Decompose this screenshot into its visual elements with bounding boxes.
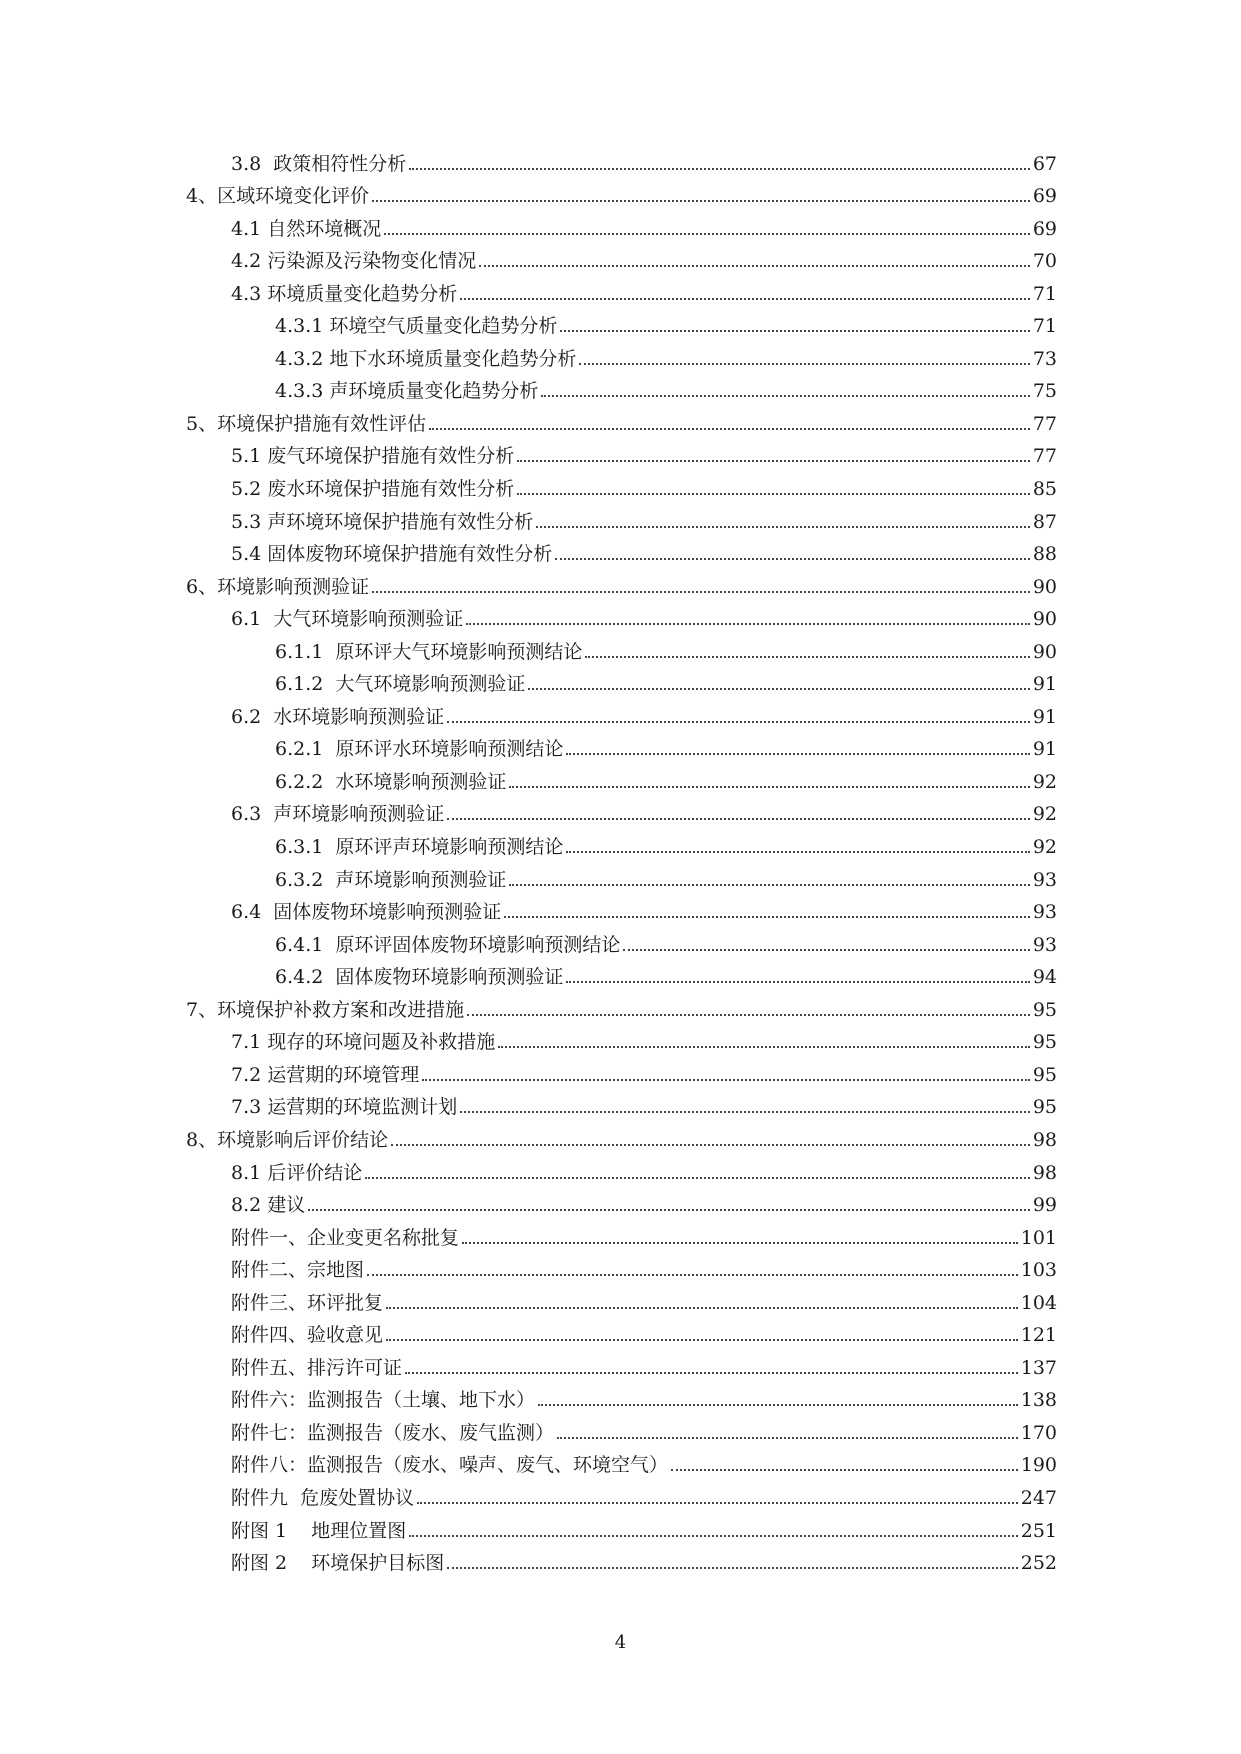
toc-dot-leader (367, 1274, 1018, 1276)
toc-entry[interactable] (0, 1318, 1241, 1351)
toc-entry-title: 8.2 建议 (231, 1194, 306, 1217)
toc-entry-title: 6.3.2 声环境影响预测验证 (275, 868, 507, 891)
toc-entry-page: 92 (1032, 770, 1057, 793)
toc-dot-leader (557, 1437, 1018, 1439)
toc-entry-page: 92 (1032, 836, 1057, 859)
toc-entry-page: 252 (1020, 1552, 1057, 1575)
toc-entry[interactable] (0, 537, 1241, 570)
toc-dot-leader (460, 298, 1030, 300)
toc-dot-leader (623, 949, 1029, 951)
toc-dot-leader (409, 1535, 1017, 1537)
toc-entry[interactable] (0, 1480, 1241, 1513)
toc-entry-page: 87 (1032, 510, 1057, 533)
toc-entry-title: 6.1.1 原环评大气环境影响预测结论 (275, 640, 583, 663)
toc-dot-leader (386, 1307, 1018, 1309)
toc-dot-leader (417, 1502, 1018, 1504)
toc-entry[interactable] (0, 1448, 1241, 1481)
toc-entry-page: 93 (1032, 868, 1057, 891)
toc-entry[interactable] (0, 1155, 1241, 1188)
toc-entry-page: 71 (1032, 315, 1057, 338)
toc-entry[interactable] (0, 471, 1241, 504)
toc-entry-title: 4.2 污染源及污染物变化情况 (231, 250, 477, 273)
toc-entry-page: 90 (1032, 640, 1057, 663)
toc-entry-page: 71 (1032, 282, 1057, 305)
toc-entry-title: 4.3.1 环境空气质量变化趋势分析 (275, 315, 558, 338)
toc-entry-title: 5.2 废水环境保护措施有效性分析 (231, 478, 515, 501)
toc-dot-leader (566, 981, 1029, 983)
toc-dot-leader (466, 623, 1030, 625)
toc-entry-title: 附件八：监测报告（废水、噪声、废气、环境空气） (231, 1454, 669, 1477)
toc-entry-page: 104 (1020, 1291, 1057, 1314)
toc-entry-title: 6.2.2 水环境影响预测验证 (275, 770, 507, 793)
toc-dot-leader (462, 1242, 1018, 1244)
toc-entry[interactable] (0, 146, 1241, 179)
toc-entry-title: 8.1 后评价结论 (231, 1161, 363, 1184)
toc-entry-title: 4、区域环境变化评价 (186, 185, 370, 208)
toc-entry-title: 6、环境影响预测验证 (186, 575, 370, 598)
toc-entry-page: 103 (1020, 1259, 1057, 1282)
toc-dot-leader (386, 1339, 1018, 1341)
toc-entry[interactable] (0, 179, 1241, 212)
toc-entry-page: 75 (1032, 380, 1057, 403)
toc-entry[interactable] (0, 1350, 1241, 1383)
toc-entry-title: 4.3.2 地下水环境质量变化趋势分析 (275, 347, 577, 370)
toc-entry-page: 77 (1032, 445, 1057, 468)
toc-entry-title: 6.4.1 原环评固体废物环境影响预测结论 (275, 933, 621, 956)
toc-entry-page: 137 (1020, 1356, 1057, 1379)
toc-entry[interactable] (0, 732, 1241, 765)
toc-entry-title: 附图 1 地理位置图 (231, 1519, 407, 1542)
toc-entry[interactable] (0, 341, 1241, 374)
toc-entry[interactable] (0, 211, 1241, 244)
toc-dot-leader (429, 428, 1030, 430)
toc-entry[interactable] (0, 1415, 1241, 1448)
toc-entry-title: 附件六：监测报告（土壤、地下水） (231, 1389, 536, 1412)
toc-entry-page: 94 (1032, 966, 1057, 989)
page-number: 4 (614, 1632, 627, 1653)
toc-entry[interactable] (0, 439, 1241, 472)
toc-entry-page: 93 (1032, 901, 1057, 924)
toc-entry-title: 6.2.1 原环评水环境影响预测结论 (275, 738, 564, 761)
toc-entry-title: 4.1 自然环境概况 (231, 217, 382, 240)
toc-dot-leader (528, 688, 1029, 690)
toc-entry-page: 69 (1032, 217, 1057, 240)
toc-entry-page: 85 (1032, 478, 1057, 501)
toc-entry-title: 5.3 声环境环境保护措施有效性分析 (231, 510, 534, 533)
toc-entry[interactable] (0, 1122, 1241, 1155)
toc-entry-title: 5.4 固体废物环境保护措施有效性分析 (231, 543, 553, 566)
toc-entry-page: 170 (1020, 1421, 1057, 1444)
table-of-contents (0, 146, 1241, 1578)
toc-dot-leader (498, 1046, 1030, 1048)
toc-entry[interactable] (0, 1220, 1241, 1253)
toc-entry-page: 121 (1020, 1324, 1057, 1347)
toc-dot-leader (447, 1567, 1017, 1569)
toc-entry[interactable] (0, 960, 1241, 993)
toc-dot-leader (504, 916, 1030, 918)
toc-entry[interactable] (0, 406, 1241, 439)
toc-dot-leader (566, 753, 1029, 755)
toc-entry-title: 3.8 政策相符性分析 (231, 152, 407, 175)
toc-entry[interactable] (0, 1513, 1241, 1546)
toc-dot-leader (391, 1144, 1030, 1146)
toc-entry-page: 98 (1032, 1161, 1057, 1184)
toc-entry-page: 95 (1032, 1031, 1057, 1054)
toc-entry[interactable] (0, 1253, 1241, 1286)
toc-entry[interactable] (0, 895, 1241, 928)
toc-entry[interactable] (0, 764, 1241, 797)
toc-entry-title: 5、环境保护措施有效性评估 (186, 412, 427, 435)
toc-entry[interactable] (0, 927, 1241, 960)
toc-entry-title: 附件九 危废处置协议 (231, 1486, 415, 1509)
toc-entry-page: 251 (1020, 1519, 1057, 1542)
toc-dot-leader (517, 493, 1030, 495)
toc-entry[interactable] (0, 862, 1241, 895)
toc-entry-page: 69 (1032, 185, 1057, 208)
toc-dot-leader (509, 884, 1029, 886)
toc-entry-title: 7、环境保护补救方案和改进措施 (186, 998, 465, 1021)
toc-entry[interactable] (0, 1025, 1241, 1058)
toc-entry-title: 6.2 水环境影响预测验证 (231, 705, 445, 728)
toc-dot-leader (517, 460, 1030, 462)
toc-entry[interactable] (0, 797, 1241, 830)
toc-entry[interactable] (0, 244, 1241, 277)
toc-dot-leader (479, 265, 1030, 267)
toc-dot-leader (555, 558, 1030, 560)
toc-dot-leader (671, 1469, 1018, 1471)
toc-entry[interactable] (0, 504, 1241, 537)
toc-dot-leader (405, 1372, 1018, 1374)
toc-entry[interactable] (0, 829, 1241, 862)
toc-entry-page: 92 (1032, 803, 1057, 826)
toc-entry-title: 4.3 环境质量变化趋势分析 (231, 282, 458, 305)
toc-entry[interactable] (0, 667, 1241, 700)
toc-dot-leader (372, 591, 1030, 593)
toc-dot-leader (467, 1014, 1030, 1016)
toc-entry-page: 90 (1032, 575, 1057, 598)
toc-entry-title: 6.3.1 原环评声环境影响预测结论 (275, 836, 564, 859)
toc-entry-page: 93 (1032, 933, 1057, 956)
toc-entry-title: 附件四、验收意见 (231, 1324, 384, 1347)
toc-dot-leader (372, 200, 1030, 202)
toc-entry-page: 95 (1032, 998, 1057, 1021)
toc-dot-leader (509, 786, 1029, 788)
toc-entry-title: 7.3 运营期的环境监测计划 (231, 1096, 458, 1119)
toc-dot-leader (365, 1177, 1030, 1179)
toc-dot-leader (566, 851, 1029, 853)
toc-entry-page: 98 (1032, 1128, 1057, 1151)
toc-entry[interactable] (0, 1188, 1241, 1221)
toc-entry[interactable] (0, 1546, 1241, 1579)
toc-entry-page: 138 (1020, 1389, 1057, 1412)
toc-dot-leader (409, 168, 1030, 170)
toc-entry[interactable] (0, 374, 1241, 407)
toc-entry-title: 6.4.2 固体废物环境影响预测验证 (275, 966, 564, 989)
toc-entry[interactable] (0, 276, 1241, 309)
toc-entry-title: 附件五、排污许可证 (231, 1356, 403, 1379)
toc-entry-page: 91 (1032, 738, 1057, 761)
toc-entry[interactable] (0, 992, 1241, 1025)
toc-entry[interactable] (0, 699, 1241, 732)
toc-dot-leader (447, 721, 1030, 723)
toc-entry-title: 6.1 大气环境影响预测验证 (231, 608, 464, 631)
toc-entry-title: 7.1 现存的环境问题及补救措施 (231, 1031, 496, 1054)
toc-dot-leader (384, 233, 1030, 235)
toc-dot-leader (308, 1209, 1030, 1211)
toc-entry-title: 6.3 声环境影响预测验证 (231, 803, 445, 826)
toc-entry-page: 88 (1032, 543, 1057, 566)
toc-entry-title: 6.4 固体废物环境影响预测验证 (231, 901, 502, 924)
toc-dot-leader (579, 363, 1029, 365)
toc-entry[interactable] (0, 309, 1241, 342)
toc-entry-title: 4.3.3 声环境质量变化趋势分析 (275, 380, 539, 403)
toc-entry-title: 6.1.2 大气环境影响预测验证 (275, 673, 526, 696)
toc-entry-page: 77 (1032, 412, 1057, 435)
toc-entry-title: 附件三、环评批复 (231, 1291, 384, 1314)
toc-dot-leader (460, 1111, 1030, 1113)
toc-entry[interactable] (0, 634, 1241, 667)
toc-entry-page: 247 (1020, 1486, 1057, 1509)
toc-dot-leader (447, 818, 1030, 820)
toc-entry-page: 101 (1020, 1226, 1057, 1249)
toc-dot-leader (541, 395, 1029, 397)
toc-entry-page: 73 (1032, 347, 1057, 370)
toc-entry-page: 70 (1032, 250, 1057, 273)
toc-entry-page: 90 (1032, 608, 1057, 631)
toc-dot-leader (422, 1079, 1030, 1081)
toc-entry-title: 附件七：监测报告（废水、废气监测） (231, 1421, 555, 1444)
toc-entry[interactable] (0, 1090, 1241, 1123)
toc-entry-page: 95 (1032, 1096, 1057, 1119)
toc-entry-page: 91 (1032, 673, 1057, 696)
toc-entry-page: 190 (1020, 1454, 1057, 1477)
toc-entry[interactable] (0, 1383, 1241, 1416)
toc-entry-page: 95 (1032, 1063, 1057, 1086)
toc-dot-leader (536, 526, 1030, 528)
toc-entry[interactable] (0, 1057, 1241, 1090)
toc-entry-page: 91 (1032, 705, 1057, 728)
toc-dot-leader (585, 656, 1029, 658)
toc-entry-title: 附件二、宗地图 (231, 1259, 365, 1282)
toc-entry-page: 67 (1032, 152, 1057, 175)
toc-entry-title: 8、环境影响后评价结论 (186, 1128, 389, 1151)
toc-entry[interactable] (0, 569, 1241, 602)
toc-entry-title: 7.2 运营期的环境管理 (231, 1063, 420, 1086)
toc-entry[interactable] (0, 602, 1241, 635)
toc-dot-leader (560, 330, 1029, 332)
toc-entry-title: 附图 2 环境保护目标图 (231, 1552, 445, 1575)
toc-entry-title: 附件一、企业变更名称批复 (231, 1226, 460, 1249)
toc-entry-title: 5.1 废气环境保护措施有效性分析 (231, 445, 515, 468)
toc-dot-leader (538, 1404, 1018, 1406)
toc-entry-page: 99 (1032, 1194, 1057, 1217)
toc-entry[interactable] (0, 1285, 1241, 1318)
